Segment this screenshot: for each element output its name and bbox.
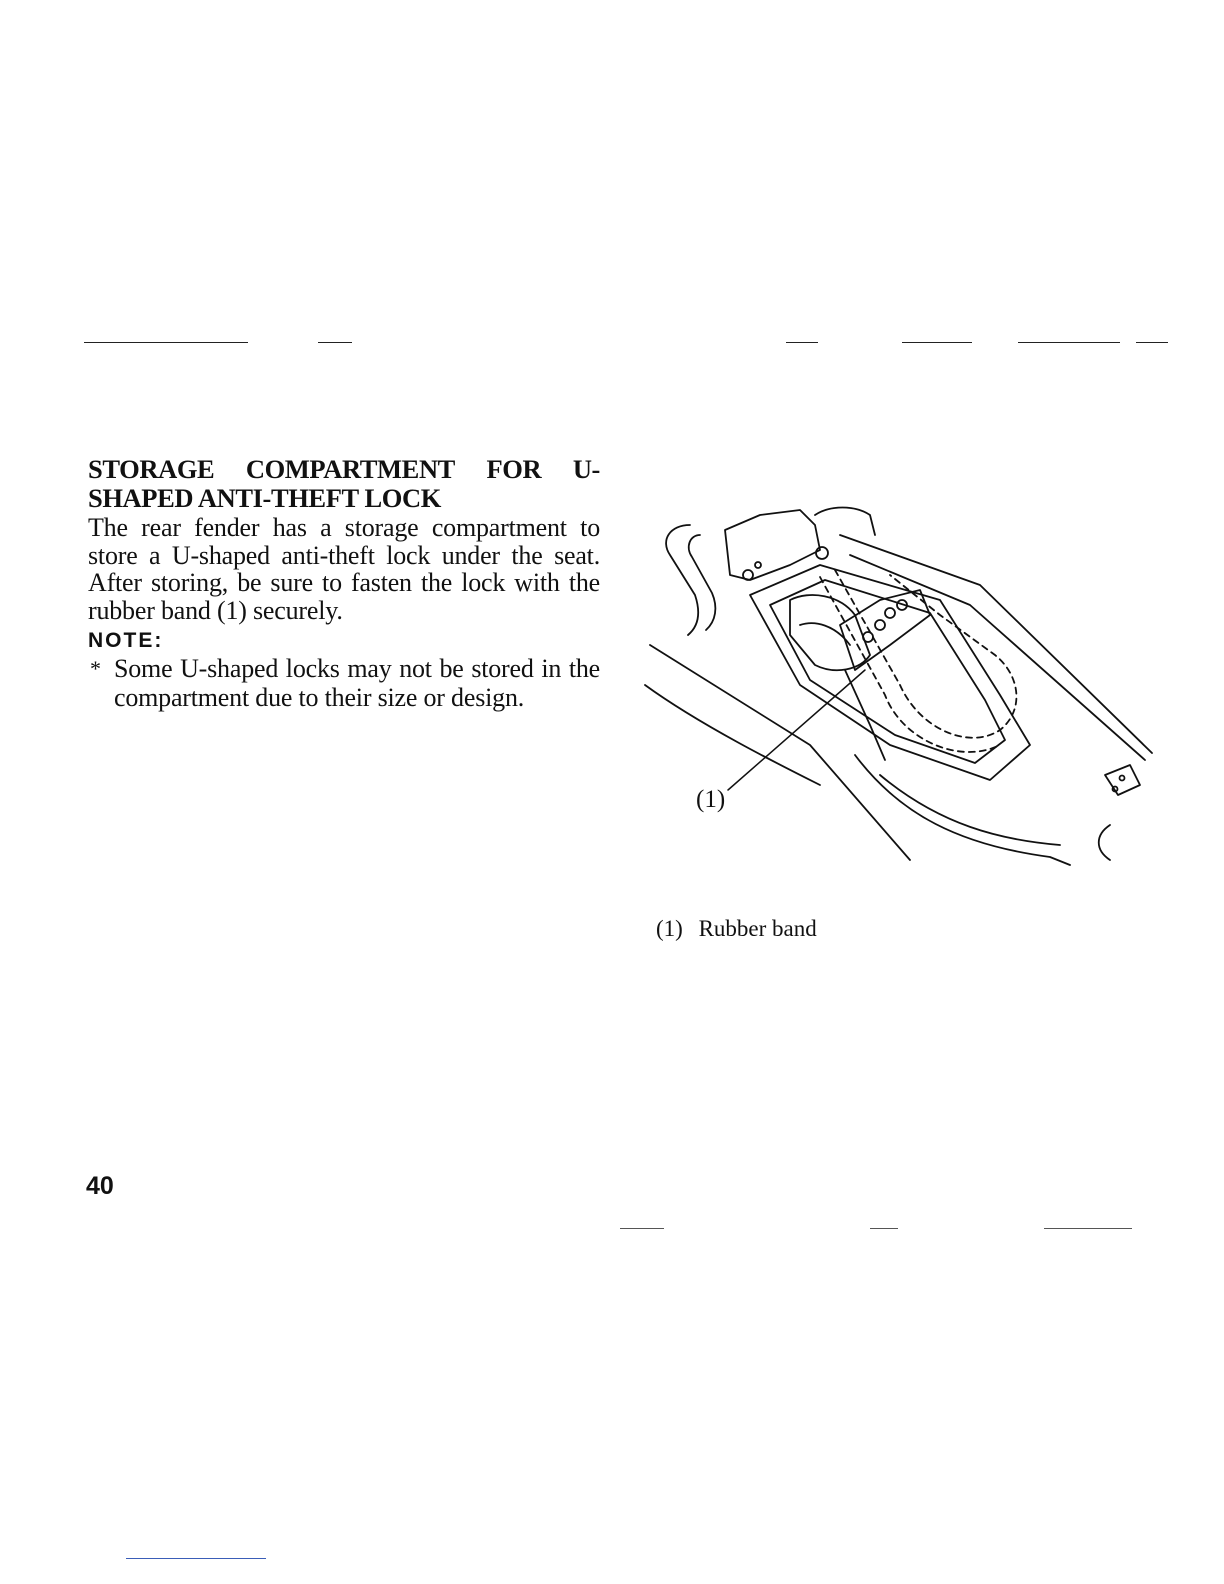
heading-word-compartment: COMPARTMENT — [245, 454, 455, 484]
bottom-rule-2 — [870, 1228, 898, 1229]
rear-curve — [1099, 825, 1110, 860]
top-rule-3 — [786, 342, 818, 343]
grab-handle-inner — [689, 535, 716, 630]
body-paragraph: The rear fender has a storage compartment to store a U-shaped anti-theft lock under the seat. After storing, be sure to fasten the lock with the rubber band (1) securely. — [88, 513, 600, 625]
frame-line-bottom — [855, 755, 1070, 865]
bracket-hole-2 — [755, 562, 761, 568]
callout-label-1: (1) — [696, 786, 726, 813]
upper-bracket — [725, 510, 820, 580]
bottom-rule-1 — [620, 1228, 664, 1229]
lock-body — [790, 595, 870, 670]
u-lock-dashed-2 — [820, 577, 1000, 752]
frame-line-lower — [650, 645, 910, 860]
band-hole-4 — [863, 632, 873, 642]
text-column — [88, 455, 600, 712]
caption-text: Rubber band — [698, 916, 817, 941]
callout-leader-line — [728, 670, 865, 790]
top-rule-4 — [902, 342, 972, 343]
top-rule-6 — [1136, 342, 1168, 343]
top-rule-5 — [1018, 342, 1120, 343]
storage-compartment-illustration — [640, 495, 1160, 875]
frame-line-bottom-2 — [880, 775, 1060, 845]
heading-line-2: SHAPED ANTI-THEFT LOCK — [88, 483, 441, 513]
heading-word-u: U- — [572, 454, 600, 484]
compartment-inner — [770, 580, 1005, 763]
page-number: 40 — [86, 1172, 114, 1200]
note-label: NOTE: — [88, 629, 164, 652]
figure-caption — [656, 916, 817, 942]
upper-bracket-2 — [815, 508, 875, 536]
top-rule-1 — [84, 342, 248, 343]
band-hole-3 — [875, 620, 885, 630]
rear-bracket-hole-1 — [1120, 776, 1125, 781]
bracket-hole-3 — [816, 547, 828, 559]
heading-line-1 — [88, 455, 600, 484]
bullet-mark: * — [90, 656, 101, 681]
heading-word-for: FOR — [486, 454, 542, 484]
footer-rule — [126, 1558, 266, 1559]
grab-handle — [666, 525, 698, 635]
note-item — [88, 654, 600, 712]
top-rule-2 — [318, 342, 352, 343]
bottom-rule-3 — [1044, 1228, 1132, 1229]
section-heading — [88, 455, 600, 513]
heading-word-storage: STORAGE — [88, 454, 215, 484]
caption-number: (1) — [656, 916, 683, 941]
note-item-text: Some U-shaped locks may not be stored in the compartment due to their size or design. — [114, 654, 600, 712]
bracket-hole-1 — [743, 570, 753, 580]
band-hole-1 — [885, 608, 895, 618]
